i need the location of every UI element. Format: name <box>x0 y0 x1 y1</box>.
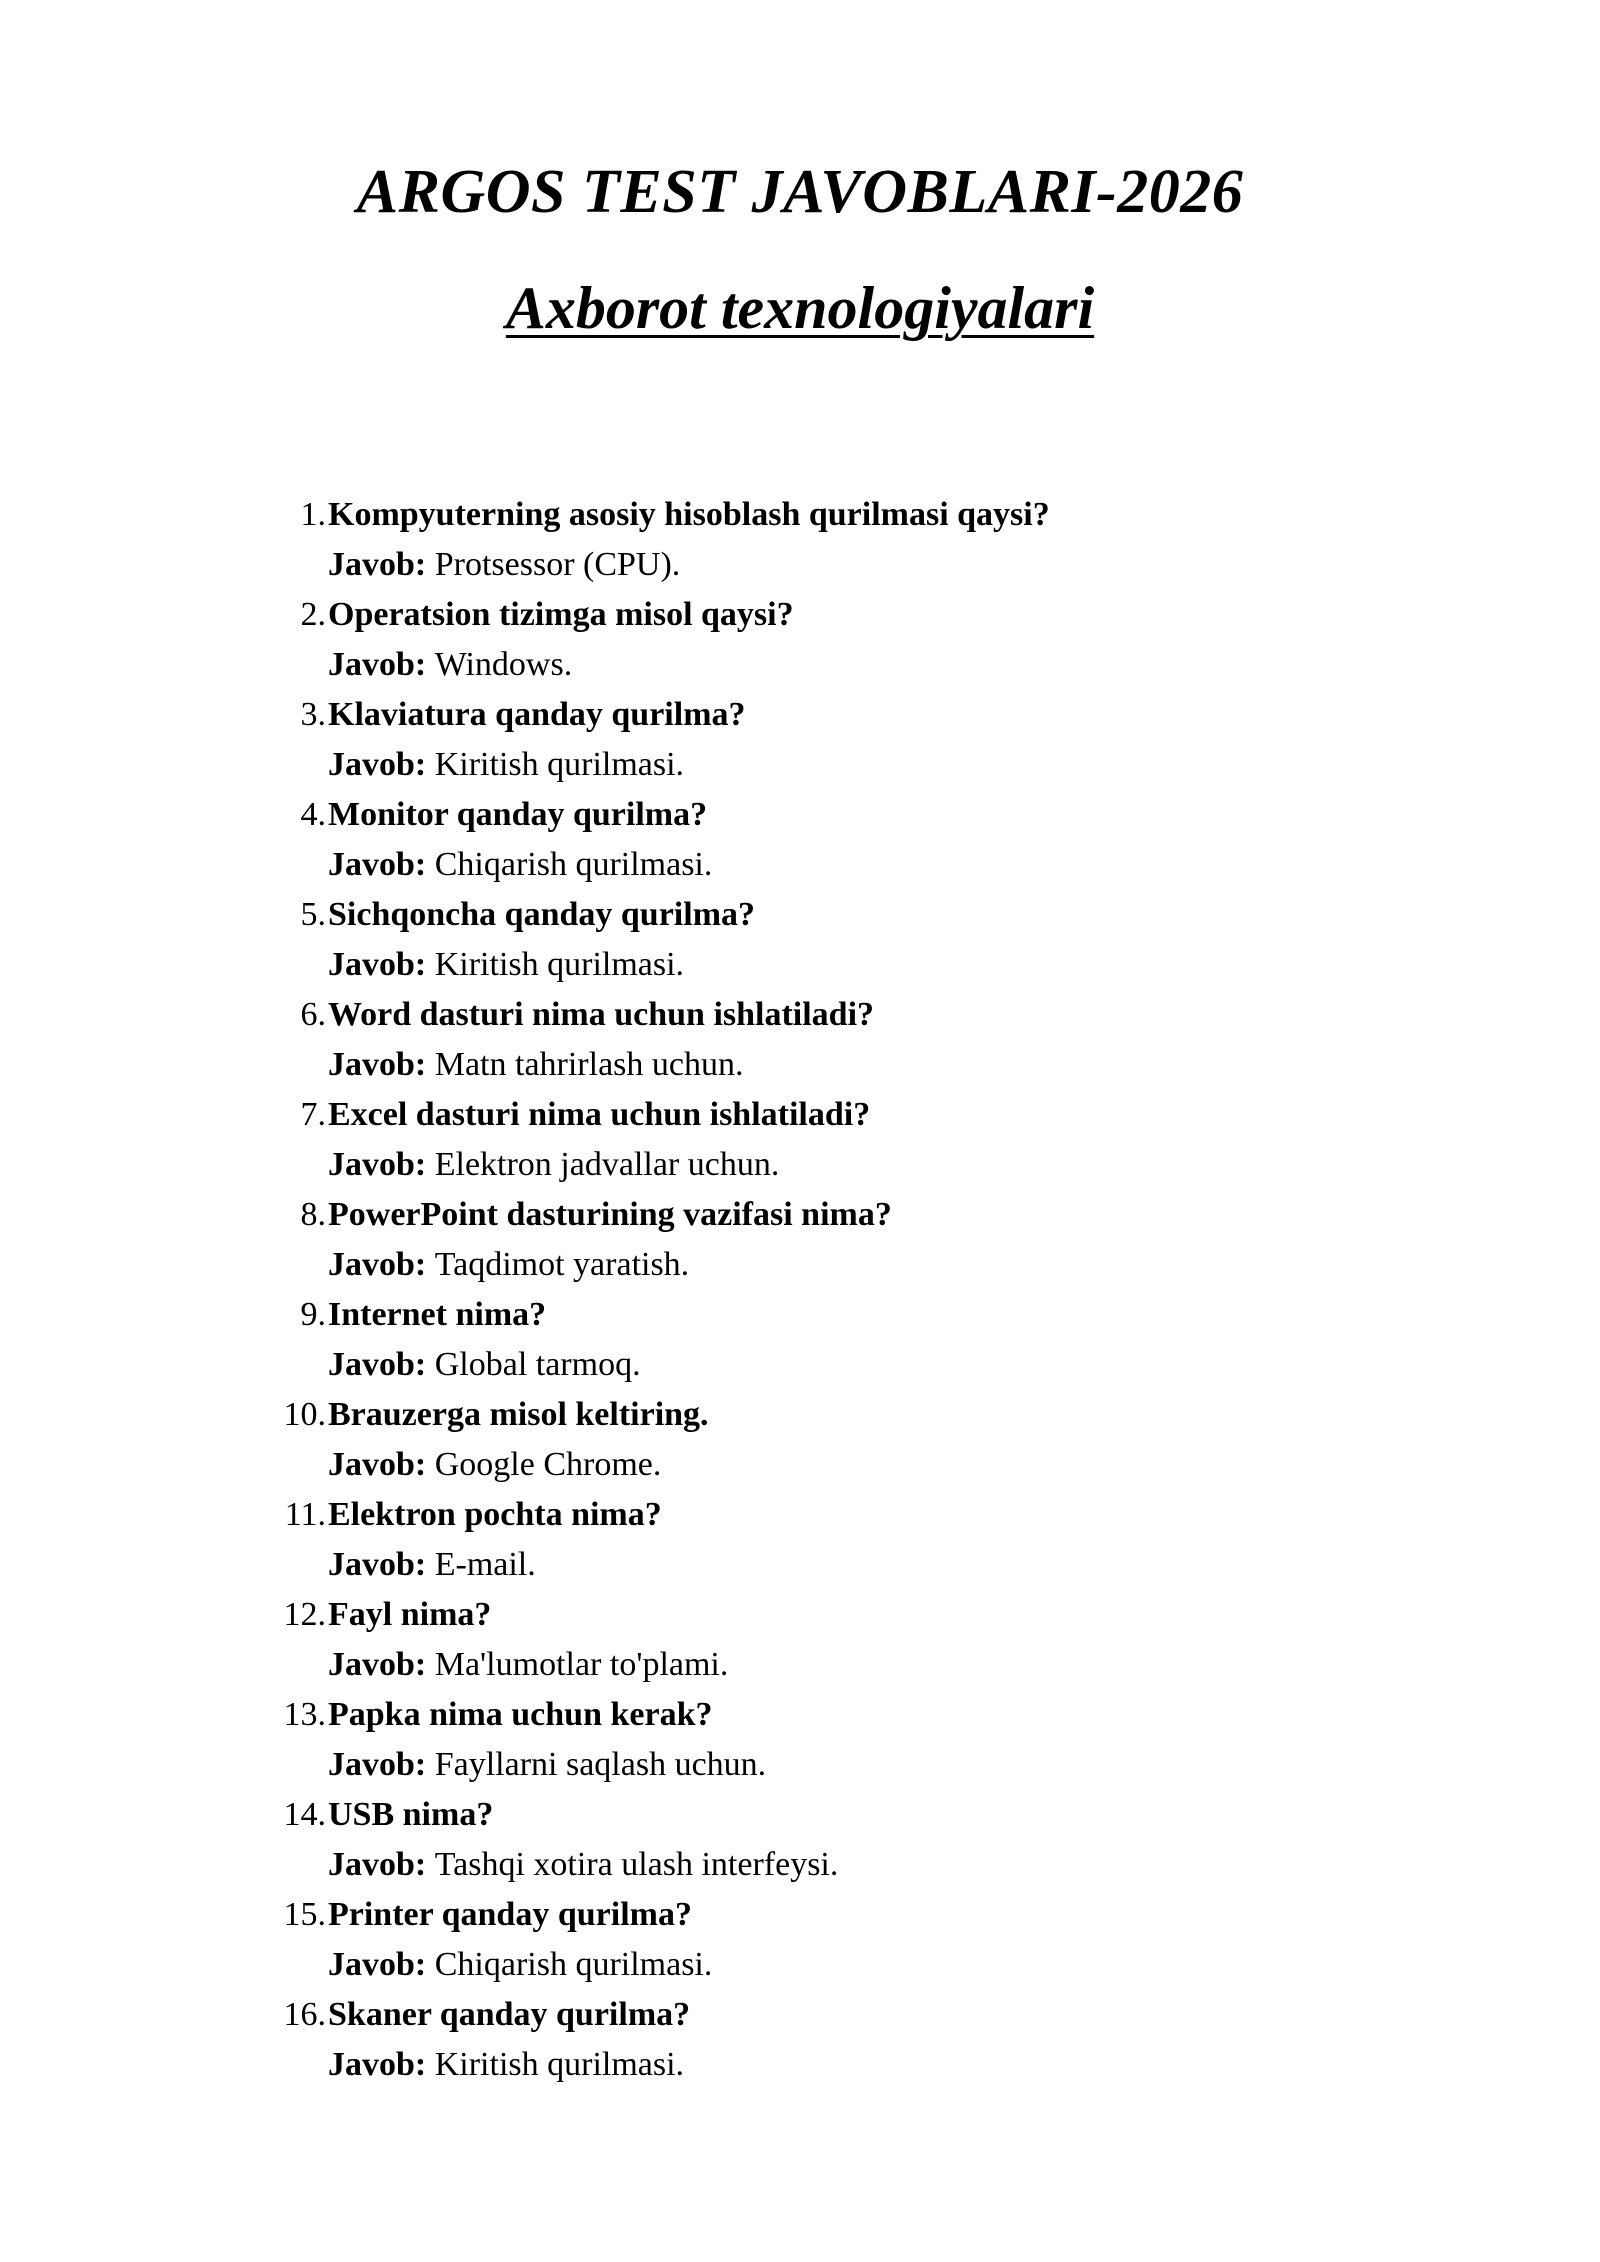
document-subtitle: Axborot texnologiyalari <box>505 275 1095 341</box>
qa-item-15 <box>270 1890 1470 1990</box>
answer-text: Chiqarish qurilmasi. <box>434 1946 713 1983</box>
answer-label: Javob: <box>328 1846 427 1883</box>
answer-label: Javob: <box>328 2046 427 2083</box>
question-text: Fayl nima? <box>328 1596 492 1633</box>
answer-text: Elektron jadvallar uchun. <box>434 1146 780 1183</box>
question-number: 8. <box>300 1196 326 1233</box>
question-text: Kompyuterning asosiy hisoblash qurilmasi qaysi? <box>328 496 1050 533</box>
question-number: 7. <box>300 1096 326 1133</box>
question-line <box>270 1690 1470 1740</box>
answer-line <box>270 1940 1470 1990</box>
answer-text: Kiritish qurilmasi. <box>434 746 685 783</box>
question-number: 13. <box>283 1696 326 1733</box>
answer-text: Kiritish qurilmasi. <box>434 946 685 983</box>
answer-text: Google Chrome. <box>434 1446 662 1483</box>
question-text: Operatsion tizimga misol qaysi? <box>328 596 794 633</box>
answer-label: Javob: <box>328 1946 427 1983</box>
answer-text: Chiqarish qurilmasi. <box>434 846 713 883</box>
qa-item-12 <box>270 1590 1470 1690</box>
question-text: PowerPoint dasturining vazifasi nima? <box>328 1196 892 1233</box>
qa-item-7 <box>270 1090 1470 1190</box>
qa-item-9 <box>270 1290 1470 1390</box>
question-text: Brauzerga misol keltiring. <box>328 1396 709 1433</box>
question-line <box>270 1590 1470 1640</box>
answer-label: Javob: <box>328 946 427 983</box>
answer-line <box>270 1040 1470 1090</box>
question-text: Internet nima? <box>328 1296 547 1333</box>
question-number: 5. <box>300 896 326 933</box>
question-number: 15. <box>283 1896 326 1933</box>
answer-text: Windows. <box>434 646 573 683</box>
answer-text: Tashqi xotira ulash interfeysi. <box>434 1846 839 1883</box>
question-line <box>270 790 1470 840</box>
question-line <box>270 1190 1470 1240</box>
answer-line <box>270 740 1470 790</box>
answer-label: Javob: <box>328 746 427 783</box>
answer-label: Javob: <box>328 1746 427 1783</box>
question-number: 14. <box>283 1796 326 1833</box>
answer-line <box>270 1440 1470 1490</box>
question-text: Skaner qanday qurilma? <box>328 1996 691 2033</box>
answer-text: E-mail. <box>434 1546 536 1583</box>
question-line <box>270 990 1470 1040</box>
question-line <box>270 1890 1470 1940</box>
question-line <box>270 890 1470 940</box>
question-text: Printer qanday qurilma? <box>328 1896 692 1933</box>
answer-text: Fayllarni saqlash uchun. <box>434 1746 767 1783</box>
question-text: Monitor qanday qurilma? <box>328 796 708 833</box>
answer-text: Matn tahrirlash uchun. <box>434 1046 744 1083</box>
document-title: ARGOS TEST JAVOBLARI-2026 <box>356 158 1244 226</box>
question-line <box>270 690 1470 740</box>
answer-text: Kiritish qurilmasi. <box>434 2046 685 2083</box>
answer-line <box>270 1240 1470 1290</box>
answer-label: Javob: <box>328 1046 427 1083</box>
qa-item-16 <box>270 1990 1470 2090</box>
qa-item-6 <box>270 990 1470 1090</box>
answer-line <box>270 2040 1470 2090</box>
answer-text: Ma'lumotlar to'plami. <box>434 1646 729 1683</box>
qa-item-2 <box>270 590 1470 690</box>
qa-item-8 <box>270 1190 1470 1290</box>
question-line <box>270 1490 1470 1540</box>
question-number: 16. <box>283 1996 326 2033</box>
question-number: 11. <box>284 1496 326 1533</box>
answer-line <box>270 1540 1470 1590</box>
question-number: 3. <box>300 696 326 733</box>
answer-label: Javob: <box>328 1246 427 1283</box>
answer-label: Javob: <box>328 1546 427 1583</box>
answer-line <box>270 1640 1470 1690</box>
answer-line <box>270 540 1470 590</box>
question-line <box>270 1290 1470 1340</box>
question-number: 1. <box>300 496 326 533</box>
qa-item-11 <box>270 1490 1470 1590</box>
question-text: Excel dasturi nima uchun ishlatiladi? <box>328 1096 871 1133</box>
answer-line <box>270 840 1470 890</box>
answer-line <box>270 1840 1470 1890</box>
answer-label: Javob: <box>328 546 427 583</box>
answer-line <box>270 1140 1470 1190</box>
answer-text: Taqdimot yaratish. <box>434 1246 690 1283</box>
qa-item-14 <box>270 1790 1470 1890</box>
answer-text: Protsessor (CPU). <box>434 546 681 583</box>
answer-line <box>270 1340 1470 1390</box>
question-number: 10. <box>283 1396 326 1433</box>
question-line <box>270 590 1470 640</box>
answer-line <box>270 1740 1470 1790</box>
question-number: 9. <box>300 1296 326 1333</box>
question-text: Elektron pochta nima? <box>328 1496 662 1533</box>
qa-item-10 <box>270 1390 1470 1490</box>
qa-item-1 <box>270 490 1470 590</box>
question-number: 6. <box>300 996 326 1033</box>
question-line <box>270 1090 1470 1140</box>
question-text: Papka nima uchun kerak? <box>328 1696 713 1733</box>
question-number: 4. <box>300 796 326 833</box>
answer-label: Javob: <box>328 1346 427 1383</box>
question-text: Klaviatura qanday qurilma? <box>328 696 746 733</box>
question-text: USB nima? <box>328 1796 494 1833</box>
question-number: 2. <box>300 596 326 633</box>
question-line <box>270 1390 1470 1440</box>
answer-label: Javob: <box>328 1646 427 1683</box>
question-answer-list <box>270 490 1470 2090</box>
question-text: Sichqoncha qanday qurilma? <box>328 896 756 933</box>
question-text: Word dasturi nima uchun ishlatiladi? <box>328 996 875 1033</box>
answer-line <box>270 640 1470 690</box>
answer-text: Global tarmoq. <box>434 1346 641 1383</box>
answer-label: Javob: <box>328 1446 427 1483</box>
question-line <box>270 1990 1470 2040</box>
answer-label: Javob: <box>328 646 427 683</box>
qa-item-5 <box>270 890 1470 990</box>
qa-item-3 <box>270 690 1470 790</box>
answer-line <box>270 940 1470 990</box>
answer-label: Javob: <box>328 1146 427 1183</box>
answer-label: Javob: <box>328 846 427 883</box>
qa-item-13 <box>270 1690 1470 1790</box>
qa-item-4 <box>270 790 1470 890</box>
question-number: 12. <box>283 1596 326 1633</box>
question-line <box>270 1790 1470 1840</box>
question-line <box>270 490 1470 540</box>
